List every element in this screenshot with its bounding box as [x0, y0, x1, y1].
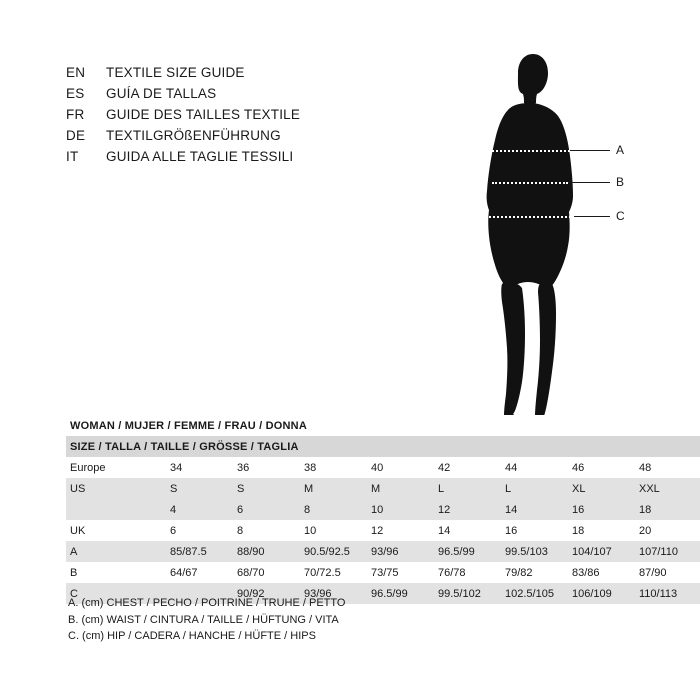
cell: 40: [367, 457, 434, 478]
cell: 93/96: [367, 541, 434, 562]
legend-line-chest: A. (cm) CHEST / PECHO / POITRINE / TRUHE / PETTO: [68, 597, 346, 609]
waist-measure-line: [492, 182, 568, 184]
cell: 8: [300, 499, 367, 520]
language-row: [66, 104, 396, 125]
cell: 93/96: [300, 583, 367, 604]
hip-callout-label: C: [616, 209, 625, 223]
chest-callout-label: A: [616, 143, 625, 157]
size-table: [66, 415, 700, 604]
cell: L: [434, 478, 501, 499]
cell: 34: [166, 457, 233, 478]
cell: 10: [367, 499, 434, 520]
language-code: IT: [66, 149, 79, 164]
female-silhouette-figure: [470, 50, 650, 425]
language-row: [66, 62, 396, 83]
cell: 76/78: [434, 562, 501, 583]
cell: 68/70: [233, 562, 300, 583]
table-header-row: [66, 436, 700, 457]
language-title: GUIDE DES TAILLES TEXTILE: [106, 107, 301, 122]
cell: 102.5/105: [501, 583, 568, 604]
cell: 88/90: [233, 541, 300, 562]
language-code: ES: [66, 86, 85, 101]
chest-measure-line: [492, 150, 570, 152]
cell: 44: [501, 457, 568, 478]
cell: 4: [166, 499, 233, 520]
cell: 96.5/99: [434, 541, 501, 562]
cell: 99.5/103: [501, 541, 568, 562]
cell: 10: [300, 520, 367, 541]
language-title: TEXTILGRÖßENFÜHRUNG: [106, 128, 281, 143]
row-label: [66, 499, 166, 520]
row-label: Europe: [66, 457, 166, 478]
table-row: [66, 478, 700, 499]
cell: 42: [434, 457, 501, 478]
body-silhouette-icon: [470, 50, 650, 425]
legend-line-hip: C. (cm) HIP / CADERA / HANCHE / HÜFTE / HIPS: [68, 630, 316, 642]
cell: 20: [635, 520, 700, 541]
table-row: [66, 562, 700, 583]
waist-callout-line: [568, 182, 610, 183]
legend-line-waist: B. (cm) WAIST / CINTURA / TAILLE / HÜFTUNG / VITA: [68, 613, 339, 626]
cell: 87/90: [635, 562, 700, 583]
cell: 12: [367, 520, 434, 541]
cell: 14: [434, 520, 501, 541]
table-row: [66, 499, 700, 520]
table-row: [66, 457, 700, 478]
cell: 6: [166, 520, 233, 541]
cell: 73/75: [367, 562, 434, 583]
language-title: TEXTILE SIZE GUIDE: [106, 65, 245, 80]
cell: S: [166, 478, 233, 499]
language-title: GUIDA ALLE TAGLIE TESSILI: [106, 149, 294, 164]
table-row: [66, 520, 700, 541]
cell: 38: [300, 457, 367, 478]
language-row: [66, 125, 396, 146]
cell: 48: [635, 457, 700, 478]
cell: 70/72.5: [300, 562, 367, 583]
cell: 6: [233, 499, 300, 520]
cell: 107/110: [635, 541, 700, 562]
cell: 90/92: [233, 583, 300, 604]
table-caption: WOMAN / MUJER / FEMME / FRAU / DONNA: [66, 415, 700, 436]
cell: M: [367, 478, 434, 499]
cell: 18: [568, 520, 635, 541]
language-row: [66, 83, 396, 104]
cell: 8: [233, 520, 300, 541]
cell: 16: [568, 499, 635, 520]
language-row: [66, 146, 396, 167]
measurement-legend: [68, 595, 488, 645]
cell: 83/86: [568, 562, 635, 583]
cell: XXL: [635, 478, 700, 499]
cell: 18: [635, 499, 700, 520]
cell: 90.5/92.5: [300, 541, 367, 562]
cell: S: [233, 478, 300, 499]
waist-callout-label: B: [616, 175, 625, 189]
cell: 14: [501, 499, 568, 520]
row-label: US: [66, 478, 166, 499]
cell: 104/107: [568, 541, 635, 562]
language-code: DE: [66, 128, 86, 143]
language-code: FR: [66, 107, 85, 122]
cell: 110/113: [635, 583, 700, 604]
hip-callout-line: [574, 216, 610, 217]
cell: XL: [568, 478, 635, 499]
size-table-wrap: [66, 415, 678, 604]
language-title: GUÍA DE TALLAS: [106, 86, 217, 101]
cell: 16: [501, 520, 568, 541]
row-label: B: [66, 562, 166, 583]
row-label: C: [66, 583, 166, 604]
cell: 99.5/102: [434, 583, 501, 604]
chest-callout-line: [570, 150, 610, 151]
language-code: EN: [66, 65, 86, 80]
cell: 12: [434, 499, 501, 520]
language-title-block: [66, 62, 396, 167]
cell: M: [300, 478, 367, 499]
cell: 96.5/99: [367, 583, 434, 604]
table-caption-row: [66, 415, 700, 436]
cell: L: [501, 478, 568, 499]
cell: 106/109: [568, 583, 635, 604]
table-header-label: SIZE / TALLA / TAILLE / GRÖSSE / TAGLIA: [66, 436, 700, 457]
cell: 64/67: [166, 562, 233, 583]
row-label: UK: [66, 520, 166, 541]
cell: 79/82: [501, 562, 568, 583]
cell: 46: [568, 457, 635, 478]
cell: 36: [233, 457, 300, 478]
cell: 85/87.5: [166, 541, 233, 562]
table-row: [66, 541, 700, 562]
hip-measure-line: [486, 216, 574, 218]
row-label: A: [66, 541, 166, 562]
